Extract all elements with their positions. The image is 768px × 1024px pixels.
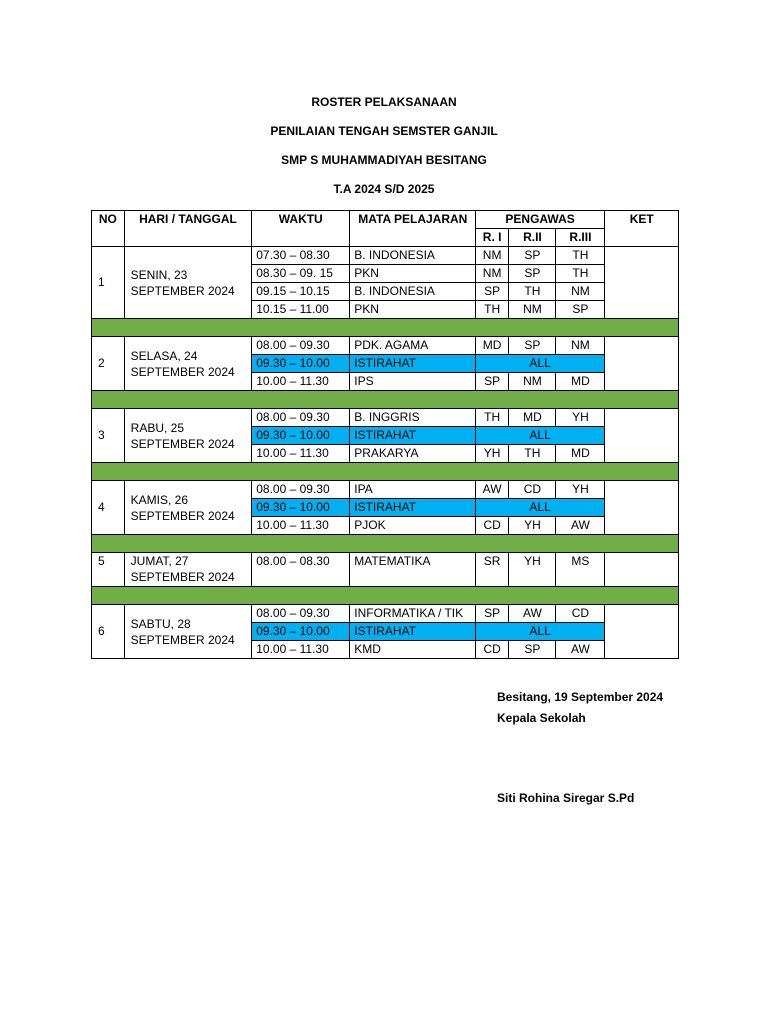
subject-cell: ISTIRAHAT (350, 355, 476, 373)
note-cell (605, 337, 679, 391)
room-2-cell: SP (509, 641, 556, 659)
day-date-cell (124, 409, 252, 463)
header-no: NO (92, 211, 125, 247)
subject-cell: ISTIRAHAT (350, 623, 476, 641)
room-1-cell: NM (475, 247, 509, 265)
subject-cell: MATEMATIKA (350, 553, 476, 587)
signature-name: Siti Rohina Siregar S.Pd (497, 791, 635, 805)
time-cell: 07.30 – 08.30 (252, 247, 350, 265)
title-line-4: T.A 2024 S/D 2025 (333, 182, 435, 196)
subject-cell: IPS (350, 373, 476, 391)
day-number: 1 (92, 247, 125, 319)
all-supervisors-cell: ALL (475, 427, 605, 445)
day-date-cell (124, 553, 252, 587)
time-cell: 08.30 – 09. 15 (252, 265, 350, 283)
day-date: SEPTEMBER 2024 (130, 364, 235, 379)
day-number: 3 (92, 409, 125, 463)
time-cell: 10.00 – 11.30 (252, 445, 350, 463)
room-2-cell: NM (509, 373, 556, 391)
room-3-cell: TH (556, 265, 605, 283)
separator-bar (92, 587, 679, 605)
time-cell: 10.00 – 11.30 (252, 517, 350, 535)
subject-cell: B. INDONESIA (350, 283, 476, 301)
room-3-cell: CD (556, 605, 605, 623)
note-cell (605, 409, 679, 463)
room-2-cell: AW (509, 605, 556, 623)
time-cell: 10.00 – 11.30 (252, 373, 350, 391)
room-2-cell: TH (509, 283, 556, 301)
day-date: SEPTEMBER 2024 (130, 632, 235, 647)
time-cell: 08.00 – 09.30 (252, 409, 350, 427)
time-cell: 09.15 – 10.15 (252, 283, 350, 301)
day-name: KAMIS, 26 (130, 492, 189, 507)
room-2-cell: TH (509, 445, 556, 463)
room-3-cell: MD (556, 373, 605, 391)
room-2-cell: SP (509, 337, 556, 355)
header-time: WAKTU (252, 211, 350, 247)
time-cell: 08.00 – 09.30 (252, 481, 350, 499)
room-3-cell: MD (556, 445, 605, 463)
room-1-cell: AW (475, 481, 509, 499)
time-cell: 08.00 – 08.30 (252, 553, 350, 587)
subject-cell: PKN (350, 265, 476, 283)
time-cell: 09.30 – 10.00 (252, 623, 350, 641)
time-cell: 08.00 – 09.30 (252, 605, 350, 623)
subject-cell: ISTIRAHAT (350, 427, 476, 445)
note-cell (605, 605, 679, 659)
all-supervisors-cell: ALL (475, 623, 605, 641)
signature-position: Kepala Sekolah (497, 711, 586, 725)
subject-cell: B. INGGRIS (350, 409, 476, 427)
room-3-cell: TH (556, 247, 605, 265)
room-1-cell: SP (475, 283, 509, 301)
subject-cell: PKN (350, 301, 476, 319)
day-name: RABU, 25 (130, 420, 185, 435)
room-1-cell: SP (475, 373, 509, 391)
time-cell: 10.00 – 11.30 (252, 641, 350, 659)
header-room-3: R.III (556, 229, 605, 247)
table-row (92, 605, 679, 623)
day-name: JUMAT, 27 (130, 554, 189, 568)
day-number: 2 (92, 337, 125, 391)
table-row (92, 247, 679, 265)
all-supervisors-cell: ALL (475, 355, 605, 373)
room-1-cell: NM (475, 265, 509, 283)
table-row (92, 553, 679, 587)
separator-bar (92, 463, 679, 481)
subject-cell: B. INDONESIA (350, 247, 476, 265)
day-date: SEPTEMBER 2024 (130, 283, 235, 298)
day-date-cell (124, 481, 252, 535)
time-cell: 10.15 – 11.00 (252, 301, 350, 319)
day-separator (92, 463, 679, 481)
subject-cell: ISTIRAHAT (350, 499, 476, 517)
day-number: 4 (92, 481, 125, 535)
day-date-cell (124, 247, 252, 319)
subject-cell: PDK. AGAMA (350, 337, 476, 355)
title-line-2: PENILAIAN TENGAH SEMSTER GANJIL (270, 124, 498, 138)
table-row (92, 409, 679, 427)
time-cell: 08.00 – 09.30 (252, 337, 350, 355)
note-cell (605, 481, 679, 535)
room-2-cell: CD (509, 481, 556, 499)
room-3-cell: AW (556, 641, 605, 659)
header-day: HARI / TANGGAL (124, 211, 252, 247)
room-2-cell: YH (509, 553, 556, 587)
room-1-cell: YH (475, 445, 509, 463)
table-row (92, 481, 679, 499)
roster-table (91, 210, 679, 659)
room-1-cell: CD (475, 517, 509, 535)
room-3-cell: NM (556, 337, 605, 355)
day-separator (92, 319, 679, 337)
title-line-3: SMP S MUHAMMADIYAH BESITANG (281, 153, 487, 167)
day-separator (92, 391, 679, 409)
day-date-cell (124, 605, 252, 659)
header-row (92, 211, 679, 229)
room-3-cell: NM (556, 283, 605, 301)
day-number: 5 (92, 553, 125, 587)
day-date: SEPTEMBER 2024 (130, 508, 235, 523)
header-note: KET (605, 211, 679, 247)
signature-place-date: Besitang, 19 September 2024 (497, 690, 664, 704)
room-3-cell: SP (556, 301, 605, 319)
note-cell (605, 553, 679, 587)
title-line-1: ROSTER PELAKSANAAN (311, 95, 457, 109)
subject-cell: KMD (350, 641, 476, 659)
time-cell: 09.30 – 10.00 (252, 355, 350, 373)
separator-bar (92, 535, 679, 553)
note-cell (605, 247, 679, 319)
room-2-cell: YH (509, 517, 556, 535)
table-row (92, 337, 679, 355)
room-2-cell: SP (509, 265, 556, 283)
separator-bar (92, 391, 679, 409)
day-name: SELASA, 24 (130, 348, 198, 363)
room-3-cell: YH (556, 409, 605, 427)
day-number: 6 (92, 605, 125, 659)
room-2-cell: MD (509, 409, 556, 427)
room-2-cell: NM (509, 301, 556, 319)
room-1-cell: TH (475, 301, 509, 319)
subject-cell: IPA (350, 481, 476, 499)
separator-bar (92, 319, 679, 337)
subject-cell: PRAKARYA (350, 445, 476, 463)
room-1-cell: TH (475, 409, 509, 427)
day-date: SEPTEMBER 2024 (130, 570, 235, 584)
room-3-cell: MS (556, 553, 605, 587)
time-cell: 09.30 – 10.00 (252, 427, 350, 445)
header-room-2: R.II (509, 229, 556, 247)
header-subject: MATA PELAJARAN (350, 211, 476, 247)
subject-cell: INFORMATIKA / TIK (350, 605, 476, 623)
room-1-cell: SP (475, 605, 509, 623)
header-supervisors: PENGAWAS (475, 211, 605, 229)
header-room-1: R. I (475, 229, 509, 247)
room-1-cell: CD (475, 641, 509, 659)
day-date: SEPTEMBER 2024 (130, 436, 235, 451)
day-separator (92, 535, 679, 553)
room-2-cell: SP (509, 247, 556, 265)
room-1-cell: MD (475, 337, 509, 355)
day-date-cell (124, 337, 252, 391)
subject-cell: PJOK (350, 517, 476, 535)
day-name: SABTU, 28 (130, 616, 191, 631)
time-cell: 09.30 – 10.00 (252, 499, 350, 517)
room-3-cell: AW (556, 517, 605, 535)
day-name: SENIN, 23 (130, 267, 188, 282)
room-1-cell: SR (475, 553, 509, 587)
all-supervisors-cell: ALL (475, 499, 605, 517)
room-3-cell: YH (556, 481, 605, 499)
day-separator (92, 587, 679, 605)
